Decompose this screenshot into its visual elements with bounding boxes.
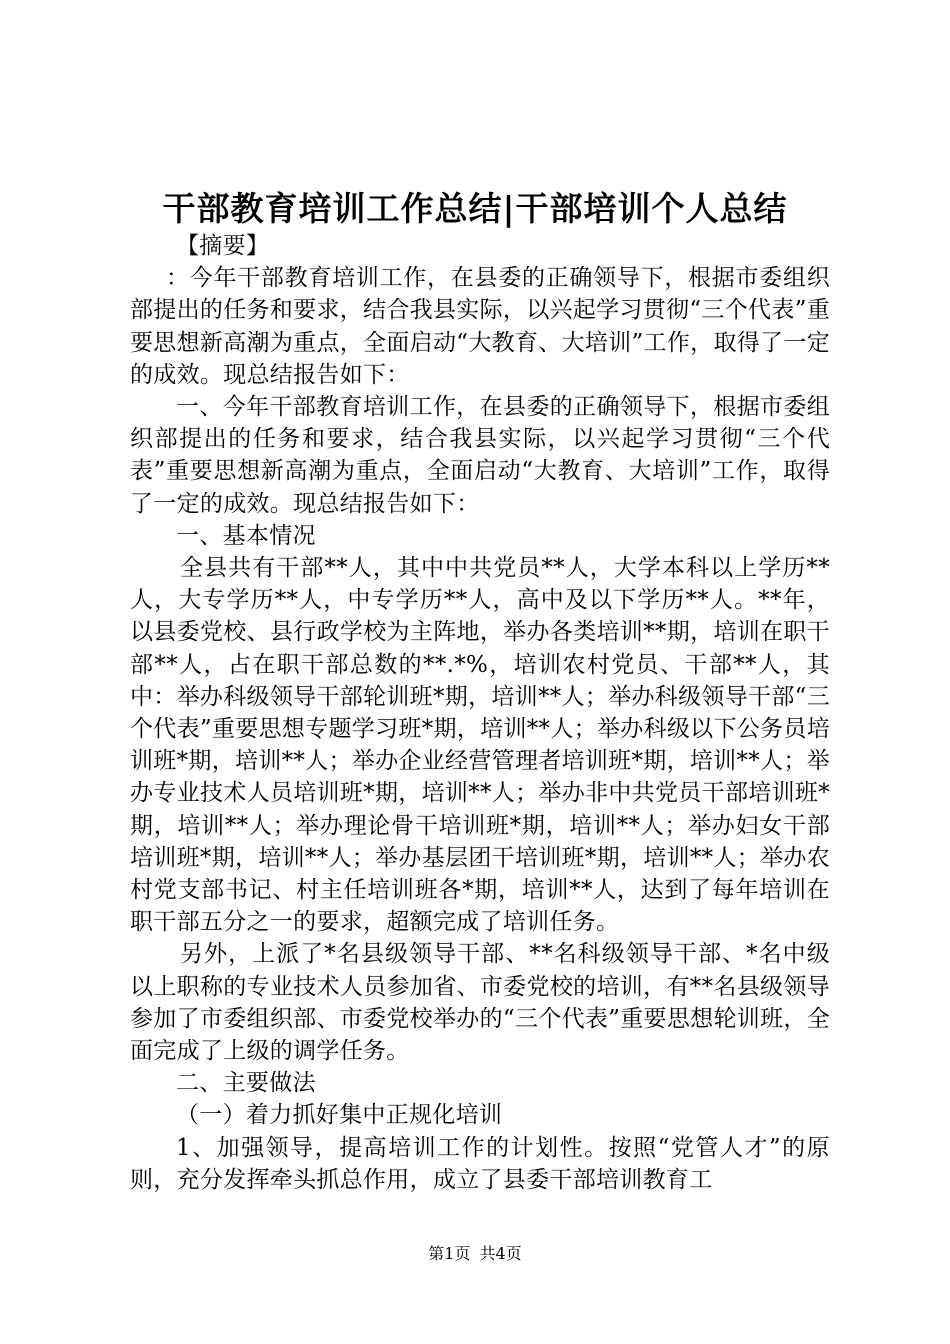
additional-paragraph: 另外，上派了*名县级领导干部、**名科级领导干部、*名中级以上职称的专业技术人员参加省、市委党校的培训，有**名县级领导参加了市委组织部、市委党校举办的“三个代表”重要思想轮训班，全面完成了上级的调学任务。 (130, 941, 830, 1065)
basic-situation-paragraph: 全县共有干部**人，其中中共党员**人，大学本科以上学历**人，大专学历**人，中专学历**人，高中及以下学历**人。**年，以县委党校、县行政学校为主阵地，举办各类培训**期，培训在职干部**人，占在职干部总数的**.*%，培训农村党员、干部**人，其中：举办科级领导干部轮训班*期，培训**人；举办科级领导干部“三个代表”重要思想专题学习班*期，培训**人；举办科级以下公务员培训班*期，培训**人；举办企业经营管理者培训班*期，培训**人；举办专业技术人员培训班*期，培训**人；举办非中共党员干部培训班*期，培训**人；举办理论骨干培训班*期，培训**人；举办妇女干部培训班*期，培训**人；举办基层团干培训班*期，培训**人；举办农村党支部书记、村主任培训班各*期，培训**人，达到了每年培训在职干部五分之一的要求，超额完成了培训任务。 (130, 555, 830, 936)
point-paragraph: 1、加强领导，提高培训工作的计划性。按照“党管人才”的原则，充分发挥牵头抓总作用，成立了县委干部培训教育工 (130, 1134, 830, 1193)
subsection-heading: （一）着力抓好集中正规化培训 (176, 1102, 503, 1129)
intro-paragraph: 一、今年干部教育培训工作，在县委的正确领导下，根据市委组织部提出的任务和要求，结合我县实际，以兴起学习贯彻“三个代表”重要思想新高潮为重点，全面启动“大教育、大培训”工作，取得了一定的成效。现总结报告如下： (130, 394, 830, 517)
section-heading-methods: 二、主要做法 (176, 1070, 316, 1097)
abstract-paragraph: ：今年干部教育培训工作，在县委的正确领导下，根据市委组织部提出的任务和要求，结合我县实际，以兴起学习贯彻“三个代表”重要思想新高潮为重点，全面启动“大教育、大培训”工作，取得了一定的成效。现总结报告如下： (130, 265, 830, 388)
document-title: 干部教育培训工作总结|干部培训个人总结 (162, 189, 788, 228)
section-heading-basic: 一、基本情况 (176, 522, 316, 549)
page-footer (0, 1244, 950, 1264)
document-body (130, 230, 830, 1196)
page-number: 第1页 (428, 1244, 471, 1263)
page-total: 共4页 (479, 1244, 522, 1263)
abstract-heading: 【摘要】 (176, 233, 270, 259)
